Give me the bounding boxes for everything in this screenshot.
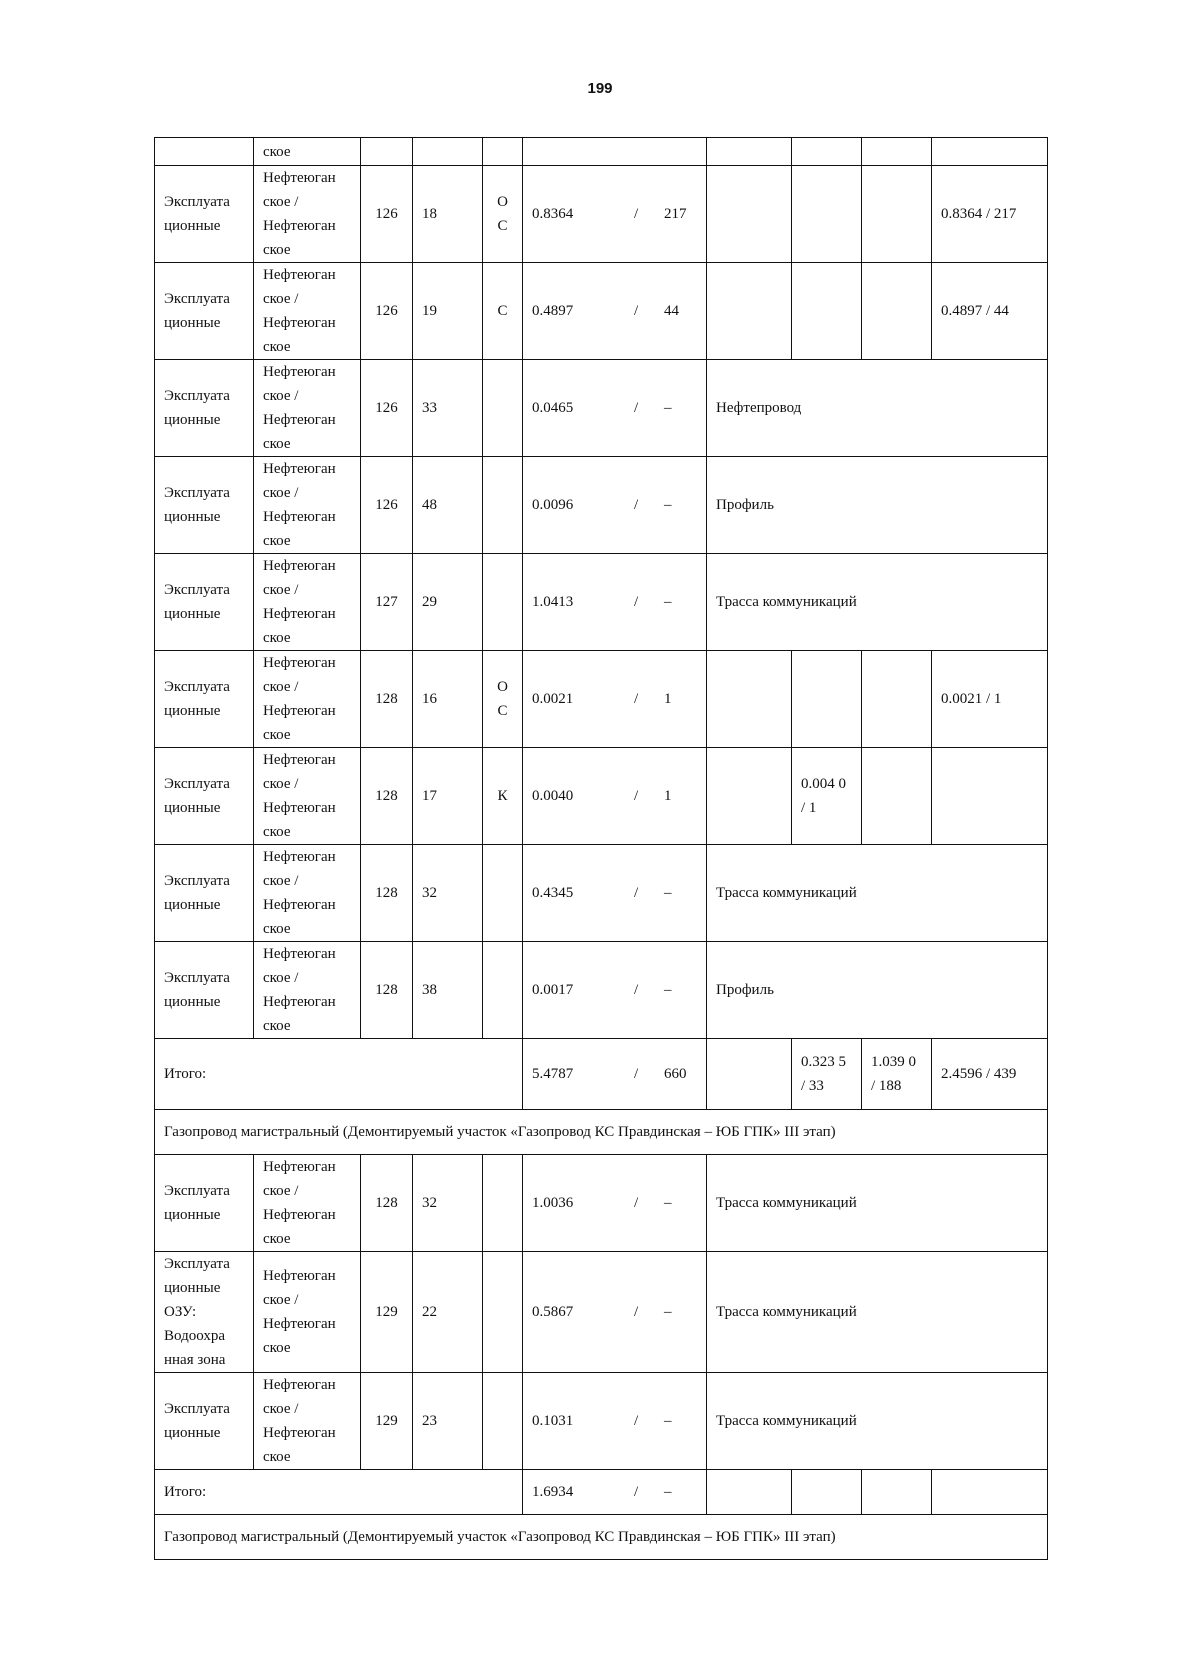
category-cell	[155, 138, 254, 166]
total-cell: 2.4596 / 439	[932, 1039, 1048, 1110]
extra-cell-2: 0.004 0 / 1	[792, 748, 862, 845]
area-value-cell	[523, 1155, 707, 1252]
empty-cell	[932, 138, 1048, 166]
area-line: Нефтеюган	[263, 170, 336, 186]
quarter-cell: 128	[361, 1155, 413, 1252]
area-line: Нефтеюган	[263, 606, 336, 622]
area-line: ское	[263, 533, 291, 549]
quarter-cell: 128	[361, 748, 413, 845]
area-value-cell	[523, 1373, 707, 1470]
extra-cell-1	[707, 1039, 792, 1110]
table-row	[155, 1470, 1048, 1515]
area-line: Нефтеюган	[263, 1316, 336, 1332]
area-value-cell	[523, 1039, 707, 1110]
area-cell	[254, 457, 361, 554]
kind-cell	[483, 845, 523, 942]
extra-cell-2: 0.323 5 / 33	[792, 1039, 862, 1110]
category-cell: Эксплуата ционные	[155, 651, 254, 748]
area-line: Нефтеюган	[263, 412, 336, 428]
total-cell	[932, 1470, 1048, 1515]
kind-cell	[483, 554, 523, 651]
plot-cell: 29	[413, 554, 483, 651]
area-line: Нефтеюган	[263, 752, 336, 768]
quarter-cell: 128	[361, 651, 413, 748]
extra-cell-3	[862, 1470, 932, 1515]
quarter-cell: 126	[361, 166, 413, 263]
section-heading: Газопровод магистральный (Демонтируемый участок «Газопровод КС Правдинская – ЮБ ГПК» III этап)	[155, 1515, 1048, 1560]
table-row	[155, 1155, 1048, 1252]
category-cell: Эксплуата ционные	[155, 166, 254, 263]
extra-cell-3	[862, 748, 932, 845]
area-value	[532, 1409, 697, 1433]
area-count: 44	[664, 303, 679, 319]
area-hectares: 0.0017	[532, 982, 574, 998]
table-row	[155, 1039, 1048, 1110]
extra-cell-2	[792, 651, 862, 748]
category-cell: Эксплуата ционные	[155, 554, 254, 651]
area-line: ское /	[263, 582, 299, 598]
area-cell	[254, 360, 361, 457]
area-value	[532, 978, 697, 1002]
area-line: ское /	[263, 679, 299, 695]
area-line: ское /	[263, 1183, 299, 1199]
total-cell: 0.0021 / 1	[932, 651, 1048, 748]
area-value	[532, 1480, 697, 1504]
purpose-note-cell: Трасса коммуникаций	[707, 1373, 1048, 1470]
kind-cell	[483, 942, 523, 1039]
quarter-cell: 128	[361, 845, 413, 942]
area-cell	[254, 651, 361, 748]
area-value-cell	[523, 942, 707, 1039]
area-line: ское	[263, 630, 291, 646]
area-line: ское	[263, 1231, 291, 1247]
purpose-note-cell: Профиль	[707, 457, 1048, 554]
value-separator: /	[634, 1304, 639, 1320]
purpose-note-cell: Трасса коммуникаций	[707, 1155, 1048, 1252]
extra-cell-2	[792, 166, 862, 263]
kind-cell	[483, 1373, 523, 1470]
extra-cell-3	[862, 166, 932, 263]
category-cell: Эксплуата ционные	[155, 1373, 254, 1470]
area-count: 1	[664, 691, 672, 707]
table-row	[155, 1515, 1048, 1560]
value-separator: /	[634, 594, 639, 610]
area-line: ское	[263, 339, 291, 355]
area-hectares: 0.0040	[532, 788, 574, 804]
quarter-cell: 128	[361, 942, 413, 1039]
area-cell	[254, 1155, 361, 1252]
section-heading: Газопровод магистральный (Демонтируемый участок «Газопровод КС Правдинская – ЮБ ГПК» III этап)	[155, 1110, 1048, 1155]
area-value	[532, 881, 697, 905]
plot-cell: 22	[413, 1252, 483, 1373]
area-line: ское	[263, 1018, 291, 1034]
category-cell: Эксплуата ционные	[155, 360, 254, 457]
area-count: 217	[664, 206, 687, 222]
area-line: ское /	[263, 194, 299, 210]
area-value	[532, 493, 697, 517]
area-hectares: 0.4345	[532, 885, 574, 901]
total-cell: 0.8364 / 217	[932, 166, 1048, 263]
plot-cell: 48	[413, 457, 483, 554]
area-value	[532, 590, 697, 614]
area-line: Нефтеюган	[263, 267, 336, 283]
table-row	[155, 942, 1048, 1039]
area-value-cell	[523, 554, 707, 651]
area-hectares: 1.0036	[532, 1195, 574, 1211]
area-line: ское	[263, 436, 291, 452]
kind-cell	[483, 457, 523, 554]
quarter-cell: 129	[361, 1373, 413, 1470]
area-count: –	[664, 1304, 672, 1320]
area-line: ское /	[263, 291, 299, 307]
kind-cell	[483, 1155, 523, 1252]
area-value-cell	[523, 748, 707, 845]
area-line: Нефтеюган	[263, 703, 336, 719]
area-cell	[254, 1252, 361, 1373]
area-line: Нефтеюган	[263, 364, 336, 380]
area-count: –	[664, 497, 672, 513]
area-value-cell	[523, 360, 707, 457]
area-line: ское	[263, 1449, 291, 1465]
quarter-cell: 127	[361, 554, 413, 651]
extra-cell-1	[707, 1470, 792, 1515]
area-line: ское /	[263, 485, 299, 501]
area-line: ское	[263, 727, 291, 743]
table-row	[155, 1373, 1048, 1470]
area-line: ское /	[263, 388, 299, 404]
area-line: ское	[263, 824, 291, 840]
area-line: ское	[263, 242, 291, 258]
area-line: Нефтеюган	[263, 218, 336, 234]
table-row	[155, 1110, 1048, 1155]
extra-cell-3: 1.039 0 / 188	[862, 1039, 932, 1110]
table-row	[155, 651, 1048, 748]
area-count: –	[664, 1484, 672, 1500]
value-separator: /	[634, 691, 639, 707]
purpose-note-cell: Нефтепровод	[707, 360, 1048, 457]
area-line: Нефтеюган	[263, 946, 336, 962]
area-count: –	[664, 1413, 672, 1429]
area-line: Нефтеюган	[263, 509, 336, 525]
area-value	[532, 784, 697, 808]
area-hectares: 5.4787	[532, 1066, 574, 1082]
area-count: –	[664, 594, 672, 610]
area-value-cell	[523, 845, 707, 942]
quarter-cell: 126	[361, 457, 413, 554]
total-cell	[932, 748, 1048, 845]
value-separator: /	[634, 1195, 639, 1211]
category-cell: Эксплуата ционные	[155, 263, 254, 360]
plot-cell: 38	[413, 942, 483, 1039]
empty-cell	[361, 138, 413, 166]
plot-cell: 23	[413, 1373, 483, 1470]
plot-cell: 19	[413, 263, 483, 360]
area-cell	[254, 554, 361, 651]
area-value-cell	[523, 1252, 707, 1373]
land-plots-table	[154, 137, 1048, 1560]
category-cell: Эксплуата ционные	[155, 1155, 254, 1252]
area-line: Нефтеюган	[263, 994, 336, 1010]
extra-cell-1	[707, 166, 792, 263]
subtotal-label: Итого:	[155, 1470, 523, 1515]
area-value	[532, 202, 697, 226]
area-hectares: 0.5867	[532, 1304, 574, 1320]
table-row	[155, 845, 1048, 942]
area-line: Нефтеюган	[263, 461, 336, 477]
area-line: ское /	[263, 970, 299, 986]
area-line: Нефтеюган	[263, 558, 336, 574]
area-value	[532, 1062, 697, 1086]
value-separator: /	[634, 1066, 639, 1082]
table-row	[155, 1252, 1048, 1373]
area-count: 660	[664, 1066, 687, 1082]
plot-cell: 32	[413, 1155, 483, 1252]
category-cell: Эксплуата ционные	[155, 942, 254, 1039]
extra-cell-2	[792, 1470, 862, 1515]
area-cell	[254, 942, 361, 1039]
area-value	[532, 1300, 697, 1324]
plot-cell: 16	[413, 651, 483, 748]
area-line: ское	[263, 921, 291, 937]
purpose-note-cell: Трасса коммуникаций	[707, 554, 1048, 651]
area-value-cell	[523, 166, 707, 263]
area-line: Нефтеюган	[263, 1268, 336, 1284]
area-hectares: 0.0465	[532, 400, 574, 416]
area-line: ское /	[263, 873, 299, 889]
area-line: Нефтеюган	[263, 800, 336, 816]
empty-cell	[483, 138, 523, 166]
total-cell: 0.4897 / 44	[932, 263, 1048, 360]
area-value	[532, 396, 697, 420]
area-line: Нефтеюган	[263, 315, 336, 331]
quarter-cell: 129	[361, 1252, 413, 1373]
kind-cell: К	[483, 748, 523, 845]
area-line: Нефтеюган	[263, 1159, 336, 1175]
value-separator: /	[634, 400, 639, 416]
purpose-note-cell: Трасса коммуникаций	[707, 1252, 1048, 1373]
subtotal-label: Итого:	[155, 1039, 523, 1110]
area-value-cell	[523, 263, 707, 360]
area-line: Нефтеюган	[263, 1425, 336, 1441]
area-cell	[254, 166, 361, 263]
extra-cell-1	[707, 748, 792, 845]
area-line: Нефтеюган	[263, 1377, 336, 1393]
table-row	[155, 166, 1048, 263]
area-hectares: 0.0096	[532, 497, 574, 513]
table-row	[155, 554, 1048, 651]
value-separator: /	[634, 788, 639, 804]
area-line: Нефтеюган	[263, 849, 336, 865]
kind-cell: С	[483, 263, 523, 360]
category-cell: Эксплуата ционные	[155, 457, 254, 554]
table-row	[155, 360, 1048, 457]
area-line: Нефтеюган	[263, 1207, 336, 1223]
area-count: –	[664, 400, 672, 416]
area-value	[532, 687, 697, 711]
plot-cell: 17	[413, 748, 483, 845]
area-cell	[254, 1373, 361, 1470]
area-hectares: 1.0413	[532, 594, 574, 610]
area-line: Нефтеюган	[263, 655, 336, 671]
quarter-cell: 126	[361, 263, 413, 360]
extra-cell-2	[792, 263, 862, 360]
area-count: 1	[664, 788, 672, 804]
value-separator: /	[634, 497, 639, 513]
value-separator: /	[634, 885, 639, 901]
purpose-note-cell: Профиль	[707, 942, 1048, 1039]
kind-cell: О С	[483, 166, 523, 263]
area-cell	[254, 845, 361, 942]
area-value	[532, 299, 697, 323]
extra-cell-3	[862, 263, 932, 360]
area-hectares: 0.1031	[532, 1413, 574, 1429]
area-hectares: 0.8364	[532, 206, 574, 222]
page-number: 199	[587, 80, 613, 97]
category-cell: Эксплуата ционные	[155, 845, 254, 942]
kind-cell	[483, 360, 523, 457]
value-separator: /	[634, 206, 639, 222]
area-hectares: 0.4897	[532, 303, 574, 319]
table-row	[155, 263, 1048, 360]
area-cell: ское	[254, 138, 361, 166]
area-line: ское /	[263, 776, 299, 792]
area-count: –	[664, 982, 672, 998]
area-value	[532, 1191, 697, 1215]
area-count: –	[664, 1195, 672, 1211]
value-separator: /	[634, 1413, 639, 1429]
value-separator: /	[634, 982, 639, 998]
area-value-cell	[523, 651, 707, 748]
area-line: ское	[263, 1340, 291, 1356]
area-count: –	[664, 885, 672, 901]
value-separator: /	[634, 1484, 639, 1500]
plot-cell: 32	[413, 845, 483, 942]
category-cell: Эксплуата ционные	[155, 748, 254, 845]
table-row	[155, 457, 1048, 554]
area-line: ское /	[263, 1292, 299, 1308]
area-cell	[254, 748, 361, 845]
empty-cell	[707, 138, 792, 166]
table-row	[155, 748, 1048, 845]
purpose-note-cell: Трасса коммуникаций	[707, 845, 1048, 942]
extra-cell-1	[707, 263, 792, 360]
table-row	[155, 138, 1048, 166]
area-line: ское /	[263, 1401, 299, 1417]
area-hectares: 1.6934	[532, 1484, 574, 1500]
area-line: Нефтеюган	[263, 897, 336, 913]
quarter-cell: 126	[361, 360, 413, 457]
plot-cell: 33	[413, 360, 483, 457]
extra-cell-3	[862, 651, 932, 748]
empty-cell	[862, 138, 932, 166]
empty-cell	[792, 138, 862, 166]
kind-cell	[483, 1252, 523, 1373]
empty-cell	[413, 138, 483, 166]
area-value-cell	[523, 1470, 707, 1515]
empty-cell	[523, 138, 707, 166]
value-separator: /	[634, 303, 639, 319]
kind-cell: О С	[483, 651, 523, 748]
extra-cell-1	[707, 651, 792, 748]
area-hectares: 0.0021	[532, 691, 574, 707]
plot-cell: 18	[413, 166, 483, 263]
area-cell	[254, 263, 361, 360]
area-value-cell	[523, 457, 707, 554]
category-cell: Эксплуата ционные ОЗУ: Водоохра нная зона	[155, 1252, 254, 1373]
